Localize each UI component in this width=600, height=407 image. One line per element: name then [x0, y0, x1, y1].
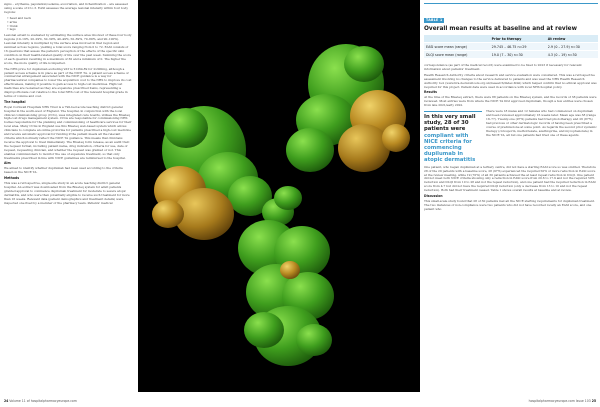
table-header-row	[424, 35, 598, 43]
paragraph: Lesional extent is evaluated by estimating the surface area involved of these four body regions (10–19%, 20–29%, 30–39%, 40–49%, 50–69%, 70–89%, and 90–100%). Lesional intensity is multiplied by the surface area involved in that region and summed across regions, yielding a total score ranging from 0 to 72. EASI consists of 16 questions that assess the patient's perception of the effects of the specific skin condition on their health-related quality of life over the past week. Summing the score of each question resulting in a maximum of 30 and a minimum of 0. The higher the score, the more quality of life is impaired.	[4, 33, 132, 65]
pullquote-section	[424, 110, 598, 166]
table-cell-measure: EASI score mean (range)	[424, 43, 490, 51]
table-cell-measure: DLQI score mean (range)	[424, 51, 490, 59]
table-cell-prior: 19.0 (7 – 30) n=30	[490, 51, 546, 59]
pullquote	[424, 111, 482, 164]
pullquote-lead: In this very small study, 28 of 30 patients were	[424, 114, 476, 133]
antibody-fc-stem	[238, 220, 334, 366]
paragraph: One patient, who began dupilumab at a tertiary centre, did not have a starting EASI score so was omitted. Therefore 28 of the 29 patients with a baseline score, 28 (97%) experienced the required 50% or more reduction in EASI score at the review meeting, while 19 (70%) of all 30 patients achieved the at least repeat reduction in DLQI. One patient did not meet both NICE criteria showing only a reduction in EASI score from 20.6 to 17.9 and not the required 50% reduction and DLQI from 10 to 28 and not the repeat reduction), and one patient had the required reduction in EASI score from 4.7 but did not have the required DLQI reduction (only a decrease from 13 to 10 and not the repeat reduction). Both had their treatment ceased. Table 1 shows overall results at baseline and at review.	[424, 164, 596, 193]
table-header-cell	[424, 35, 490, 43]
paragraph: Royal Cornwall Hospitals NHS Trust is a 790-bed acute teaching district general hospital in the south-west of England. The hospital, in conjunction with the local clinical commissioning group (CCG), uses integrated care boards, utilises the Blueteq high-cost drugs management system. CCGs are responsible for commissioning NHS bodies responsible for the planning and commissioning of healthcare services for their local area. Many CCGs in England use this Blueteq web-based system which allows clinicians to complete an online proforma for patients prescribed a high-cost medicine and receive automatic approval for funding if the patient meets all the relevant criteria which normally reflect the NICE TA guidance. This means that clinicians receive the approval to treat immediately. The Blueteq form release, as an audit trail: the request format, including patient name, drug indication, criteria for use, date of request, requesting clinician, and whether the request was granted or not. This enables commissioners to monitor the use of expensive treatment, so that only treatments prescribed in line with NICE guidelines are reimbursed to the hospital.	[4, 104, 132, 160]
antibody-svg	[138, 0, 420, 392]
footer-left	[4, 399, 77, 403]
list-item: • arms	[7, 21, 132, 25]
list-item: • head and neck	[7, 17, 132, 21]
table-title: Overall mean results at baseline and at review	[424, 26, 577, 32]
right-text-column	[424, 3, 598, 395]
paragraph: This small-scale study found that 28 of 30 patients met all the NICE starting requirements for dupilumab treatment. The two instances of non-compliance were two patients who did not have recorded locally an EASI score, and one patient who	[424, 198, 595, 211]
table-cell-review: 2.9 (0 – 27.9) n=30	[546, 43, 598, 51]
paragraph: correspondence (as part of the medical record) were examined to be fixed to 2023 if necessary for relevant information about patients' treatment.	[424, 63, 582, 71]
right-body-text	[424, 64, 598, 212]
table-label: TABLE 1	[426, 18, 443, 22]
table-cell-review: 4.3 (0 – 19) n=30	[546, 51, 598, 59]
section-heading-hospital: The hospital	[4, 99, 26, 104]
footer-url-left: hospitalpharmacyeurope.com	[30, 399, 77, 403]
paragraph: Health Research Authority criteria about research and service evaluation were considered. This was a retrospective assessment involving no changes to the service delivered to patients and was used the NHS Health Research Authority tool (www.hra-decisiontools.org.uk/research/index.html) which helped confirm that no ethical approval was required for this project. Patient data were used in accordance with local NHS hospital policy.	[424, 72, 597, 89]
table-header-cell: Prior to therapy	[490, 35, 546, 43]
section-heading-methods: Methods	[4, 176, 20, 181]
table-row	[424, 51, 598, 59]
pullquote-emphasis: compliant with NICE criteria for commencing dupilumab in atopic dermatitis	[424, 132, 476, 164]
paragraph: signs – erythema, papulation/oedema, excoriation, and lichenification – are assessed using a scale of 0 to 3. EASI assesses the average lesional intensity within four body regions:	[4, 3, 128, 14]
footer-issue: Issue 103	[575, 399, 591, 403]
footer-right	[529, 399, 596, 403]
page-footer	[4, 397, 596, 405]
antibody-right-arm	[286, 44, 410, 172]
table-header-cell: At review	[546, 35, 598, 43]
body-region-list	[4, 17, 132, 33]
results-table-box	[424, 3, 598, 58]
list-item: • legs	[7, 28, 132, 32]
antibody-left-arm	[152, 106, 272, 240]
antibody-illustration	[138, 0, 420, 392]
paragraph: We aimed to identify whether dupilumab had been used according to the criteria based on the NICE TA.	[4, 166, 123, 175]
page-number-right: 25	[591, 399, 596, 403]
section-heading-results: Results	[424, 90, 437, 95]
table-row	[424, 43, 598, 51]
footer-url-right: hospitalpharmacyeurope.com	[528, 399, 575, 403]
left-text-column	[4, 3, 132, 395]
footer-volume: Volume 11 of	[9, 399, 30, 403]
section-heading-discussion: Discussion	[424, 194, 443, 199]
paragraph: At the time of the Blueteq extract, there were 88 patients on the Blueteq system, and the records of 38 patients were reviewed. Most entries were from where the NICE TA first approved dupilumab, though a few entries were chosen from late 2021/early 2022.	[424, 95, 597, 108]
paragraph: This was a retrospective, single-site study in an acute teaching district general hospital. An extract was downloaded from the Blueteq system for adult patients granted approval to commence dupilumab treatment for moderate to severe atopic dermatitis, and who were then potentially eligible to receive such treatment for more than 16 weeks. Relevant data (patient demographics and treatment details) were inspected one fixed by a member of the pharmacy team. Patients' medical	[4, 181, 130, 205]
page-number-left: 24	[4, 399, 9, 403]
results-table	[424, 35, 598, 58]
paragraph: There were 18 males and 12 females who had commenced on dupilumab and been reviewed approximately 16 weeks later. Mean age was 38 (range 18–77). Twenty-one (97%) patients had tried phototherapy and 26 (87%) had previous or other dermatologic records of having been prescribed a course of prednisolone at some point. As regards the second prior systemic therapy (ciclosporin, methotrexate, azathioprine, and mycophenolate) in the NICE TA, all but one patients had tried one of these agents.	[486, 110, 597, 137]
paragraph: The NHS price for dupilumab excluding VAT is £1264.89 for 2x300mg, although a patient access scheme is in place as part of the NICE TA. A patient access scheme or commercial arrangement associated with the NICE guidance is a way for pharmaceutical companies to lower the acquisition cost to the NHS to improve its cost effectiveness, making it possible to gain access to high-cost medicines. Highcost medicines are re-named as they are expensive prescribed items, representing a disproportionate cost relative to the total NHS cost of the relevant hospital grade in terms of volume and cost.	[4, 66, 132, 98]
section-heading-aim: Aim	[4, 161, 11, 166]
list-item: • trunk	[7, 25, 132, 29]
table-cell-prior: 29.745 – 46.75 n=29	[490, 43, 546, 51]
